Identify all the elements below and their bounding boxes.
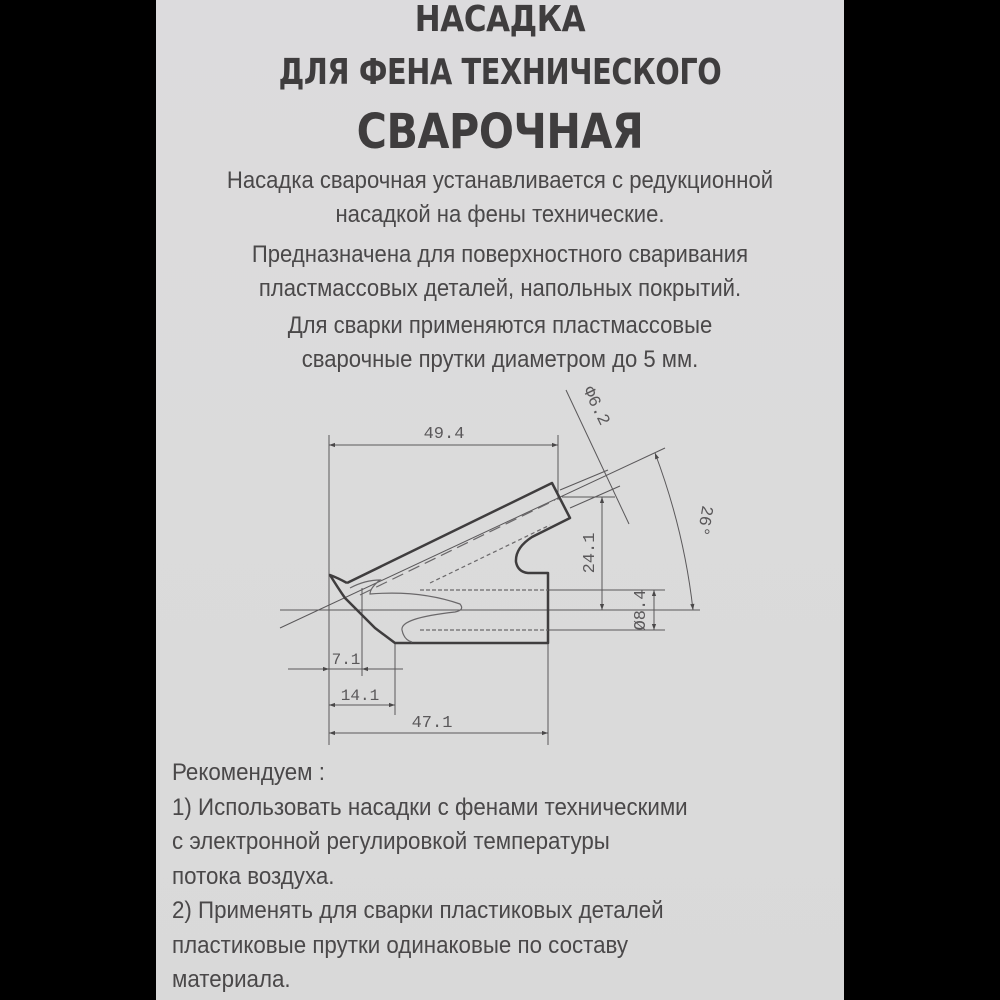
dim-body-diameter: Ø8.4 [632, 589, 651, 631]
text-line: пластмассовых деталей, напольных покрытий. [258, 275, 742, 302]
dim-height-offset: 24.1 [581, 532, 600, 574]
dim-tube-diameter: Φ6.2 [577, 383, 613, 429]
recommendations-section [172, 756, 804, 998]
title-line-3: СВАРОЧНАЯ [356, 104, 644, 160]
text-line: насадкой на фены технические. [335, 201, 665, 228]
recommendation-line: потока воздуха. [172, 862, 335, 890]
recommendations-heading: Рекомендуем : [172, 759, 325, 786]
dim-chamfer-large: 14.1 [340, 687, 380, 705]
text-line: Насадка сварочная устанавливается с редукционной [226, 167, 774, 194]
dim-angle: 26° [691, 503, 716, 538]
recommendation-line: пластиковые прутки одинаковые по составу [172, 931, 629, 959]
recommendation-line: 2) Применять для сварки пластиковых деталей [172, 897, 664, 924]
instruction-sheet [156, 0, 844, 1000]
text-line: сварочные прутки диаметром до 5 мм. [301, 346, 699, 373]
text-line: Для сварки применяются пластмассовые [287, 312, 713, 339]
title-line-2: ДЛЯ ФЕНА ТЕХНИЧЕСКОГО [278, 52, 722, 93]
dim-chamfer-small: 7.1 [331, 651, 361, 669]
dim-bottom-length: 47.1 [411, 714, 453, 733]
dim-top-length: 49.4 [423, 425, 465, 444]
text-line: Предназначена для поверхностного сваривания [251, 241, 749, 268]
recommendation-line: с электронной регулировкой температуры [172, 828, 610, 855]
recommendation-line: 1) Использовать насадки с фенами техническими [172, 793, 688, 821]
recommendation-line: материала. [172, 966, 291, 993]
title-line-1: НАСАДКА [414, 0, 586, 40]
